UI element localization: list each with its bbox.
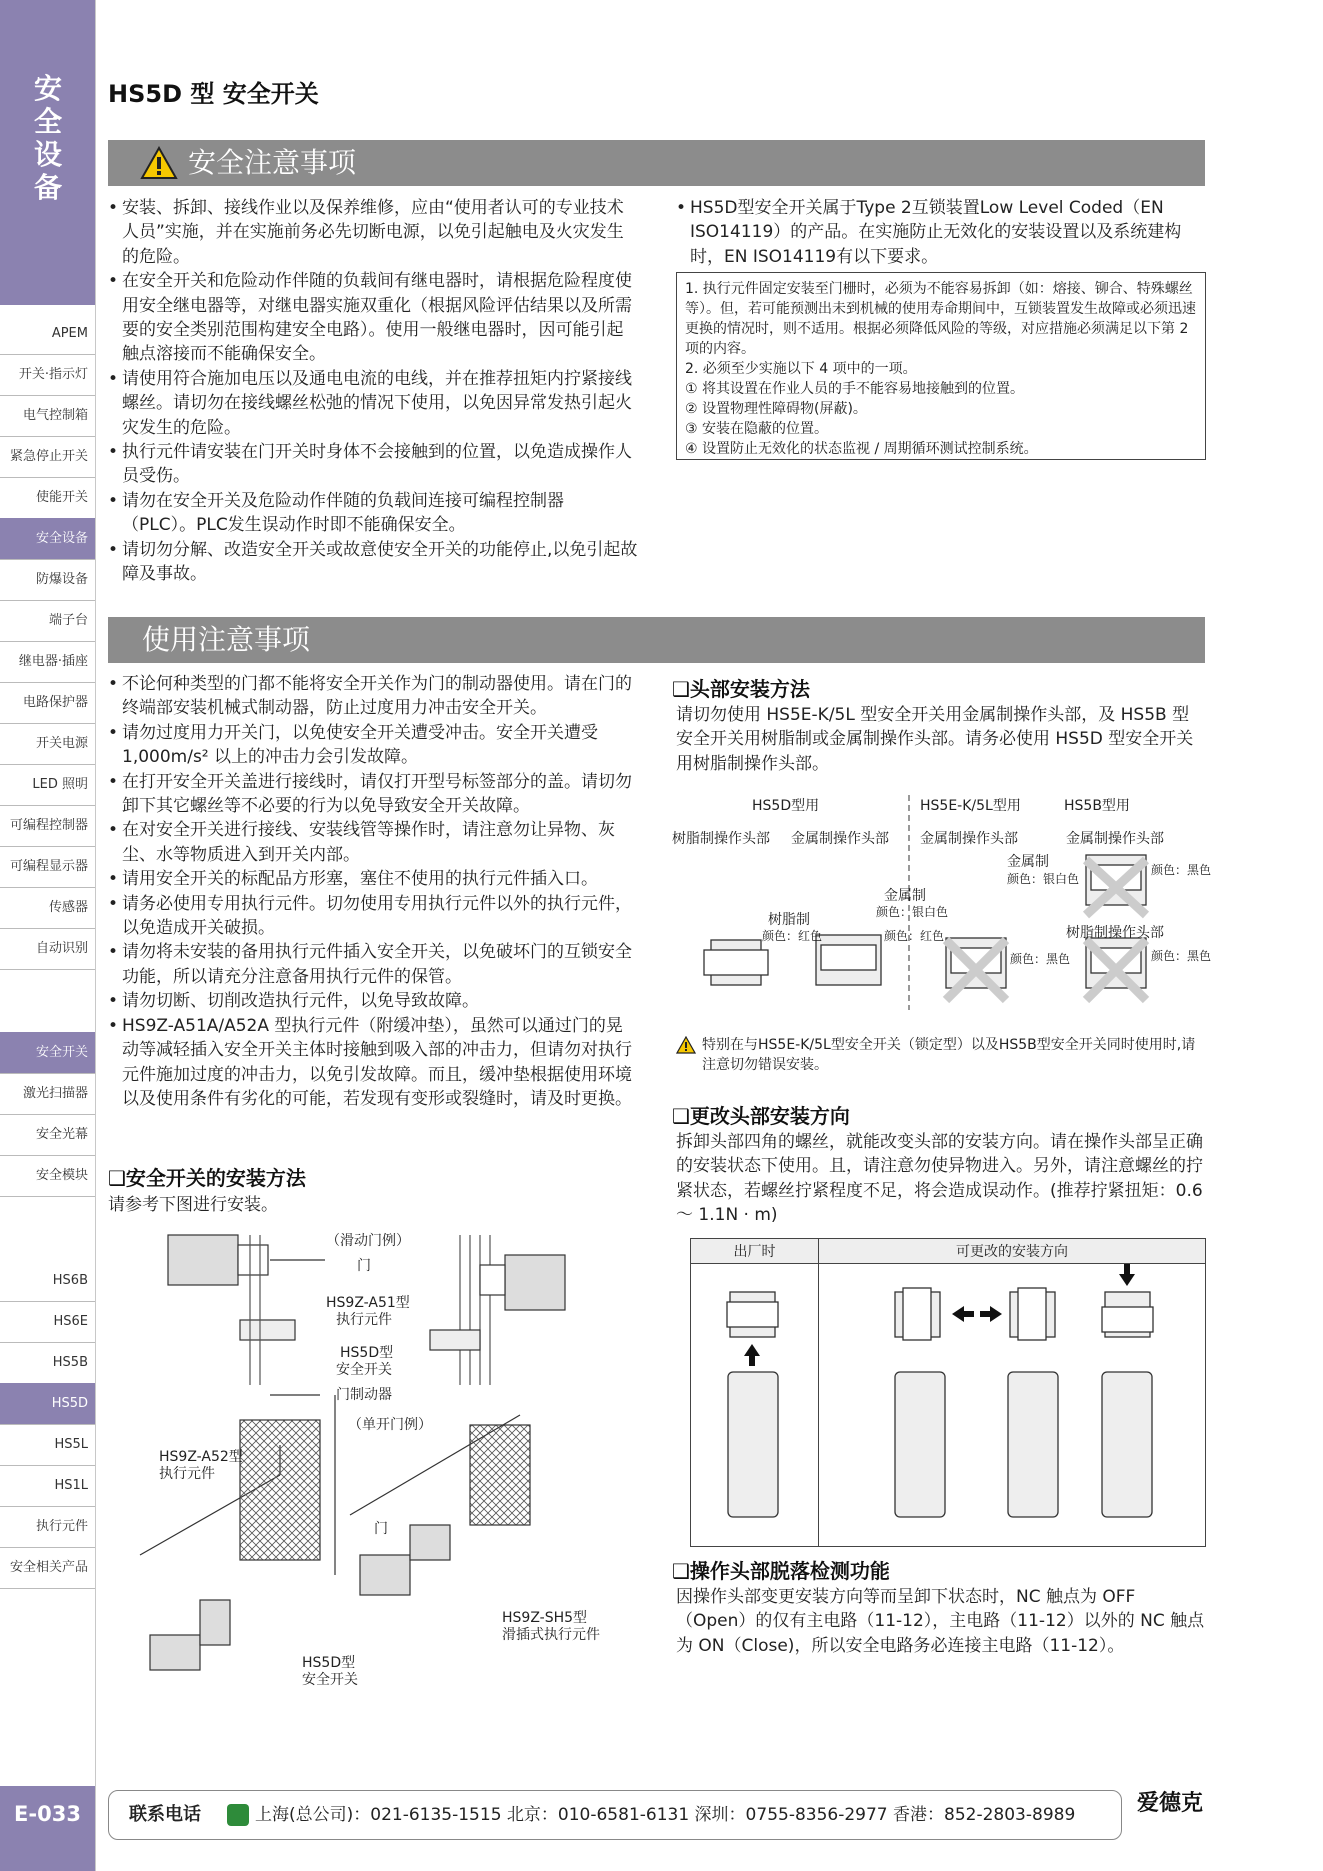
safety-item: • 请勿在安全开关及危险动作伴随的负载间连接可编程控制器（PLC）。PLC发生误动作时即不能确保安全。 <box>108 489 638 538</box>
sidebar-model-item-1[interactable]: HS6E <box>0 1301 95 1343</box>
sidebar-model-item-7[interactable]: 安全相关产品 <box>0 1547 95 1589</box>
sidebar-item-5[interactable]: 安全设备 <box>0 518 95 560</box>
usage-heading: 使用注意事项 <box>142 623 311 656</box>
brand-logo: 爱德克 <box>1137 1791 1204 1816</box>
head-label-black: 颜色：黑色 <box>1151 863 1212 877</box>
caution-icon <box>676 1036 696 1054</box>
head-label-red: 颜色：红色 <box>762 929 823 943</box>
sidebar-item-1[interactable]: 开关·指示灯 <box>0 354 95 396</box>
usage-heading-bar <box>108 617 1205 663</box>
col-factory: 出厂时 <box>691 1239 819 1264</box>
label-a52b: 执行元件 <box>159 1466 215 1482</box>
head-install-heading: ❑头部安装方法 <box>672 677 810 701</box>
usage-item: • 在对安全开关进行接线、安装线管等操作时，请注意勿让异物、灰尘、水等物质进入到开关内部。 <box>108 818 638 867</box>
label-a51b: 执行元件 <box>336 1312 392 1328</box>
install-heading: ❑安全开关的安装方法 <box>108 1166 306 1190</box>
requirement-line: 2. 必须至少实施以下 4 项中的一项。 <box>685 361 917 377</box>
sidebar-model-item-4[interactable]: HS5L <box>0 1424 95 1466</box>
safety-left-list <box>108 196 638 587</box>
safety-heading-bar <box>108 140 1205 186</box>
requirement-line: ① 将其设置在作业人员的手不能容易地接触到的位置。 <box>685 381 1024 397</box>
safety-item: • 执行元件请安装在门开关时身体不会接触到的位置，以免造成操作人员受伤。 <box>108 440 638 489</box>
label-door2: 门 <box>374 1521 388 1537</box>
sidebar-sub-item-0[interactable]: 安全开关 <box>0 1032 95 1074</box>
requirement-line: ③ 安装在隐蔽的位置。 <box>685 421 829 437</box>
page-number: E-033 <box>0 1786 95 1871</box>
footer-contact <box>108 1790 1122 1840</box>
head-label-hs5d: HS5D型用 <box>752 798 820 814</box>
head-warning: 特别在与HS5E-K/5L型安全开关（锁定型）以及HS5B型安全开关同时使用时,请注意切勿错误安装。 <box>702 1037 1196 1073</box>
sidebar-sub-item-3[interactable]: 安全模块 <box>0 1155 95 1197</box>
usage-item: • 请勿切断、切削改造执行元件，以免导致故障。 <box>108 989 638 1013</box>
head-label-black3: 颜色：黑色 <box>1151 949 1212 963</box>
direction-diagram <box>690 1262 1206 1544</box>
contact-numbers: 上海(总公司)：021-6135-1515 北京：010-6581-6131 深圳：0755-8356-2977 香港：852-2803-8989 <box>255 1805 1076 1825</box>
safety-item: • 请使用符合施加电压以及通电电流的电线，并在推荐扭矩内拧紧接线螺丝。请切勿在接线螺丝松弛的情况下使用，以免因异常发热引起火灾发生的危险。 <box>108 367 638 440</box>
sidebar-item-4[interactable]: 使能开关 <box>0 477 95 519</box>
label-hs5d2b: 安全开关 <box>302 1672 358 1688</box>
head-label-hs5b: HS5B型用 <box>1064 798 1130 814</box>
sidebar-model-item-2[interactable]: HS5B <box>0 1342 95 1384</box>
sidebar-model-item-6[interactable]: 执行元件 <box>0 1506 95 1548</box>
requirement-line: 1. 执行元件固定安装至门栅时，必须为不能容易拆卸（如：熔接、铆合、特殊螺丝等）。但，若可能预测出未到机械的使用寿命期间中，互锁装置发生故障或必须迅速更换的情况时，则不适用。根据必须降低风险的等级，对应措施必须满足以下第 2 项的内容。 <box>685 281 1196 357</box>
sidebar-item-3[interactable]: 紧急停止开关 <box>0 436 95 478</box>
usage-list <box>108 672 638 1111</box>
head-label-resin: 树脂制 <box>768 912 810 928</box>
sidebar-model-item-5[interactable]: HS1L <box>0 1465 95 1507</box>
usage-item: • 请务必使用专用执行元件。切勿使用专用执行元件以外的执行元件，以免造成开关破损。 <box>108 892 638 941</box>
usage-item: • 请勿将未安装的备用执行元件插入安全开关，以免破坏门的互锁安全功能，所以请充分注意备用执行元件的保管。 <box>108 940 638 989</box>
sidebar-item-6[interactable]: 防爆设备 <box>0 559 95 601</box>
safety-item: • 安装、拆卸、接线作业以及保养维修，应由“使用者认可的专业技术人员”实施，并在实施前务必先切断电源，以免引起触电及火灾发生的危险。 <box>108 196 638 269</box>
page-title: HS5D 型 安全开关 <box>108 80 319 108</box>
usage-item: • 请勿过度用力开关门，以免使安全开关遭受冲击。安全开关遭受1,000m/s² 以上的冲击力会引发故障。 <box>108 721 638 770</box>
usage-item: • 在打开安全开关盖进行接线时，请仅打开型号标签部分的盖。请切勿卸下其它螺丝等不必要的行为以免导致安全开关故障。 <box>108 770 638 819</box>
sidebar-item-10[interactable]: 开关电源 <box>0 723 95 765</box>
label-hs5db: 安全开关 <box>336 1362 392 1378</box>
label-sh5: HS9Z-SH5型 <box>502 1610 588 1626</box>
usage-item: • 请用安全开关的标配品方形塞，塞住不使用的执行元件插入口。 <box>108 867 638 891</box>
sidebar-item-15[interactable]: 自动识别 <box>0 928 95 970</box>
sidebar-item-0[interactable]: APEM <box>0 313 95 355</box>
detach-heading: ❑操作头部脱落检测功能 <box>672 1559 890 1583</box>
change-dir-text: 拆卸头部四角的螺丝，就能改变头部的安装方向。请在操作头部呈正确的安装状态下使用。且，请注意勿使异物进入。另外，请注意螺丝的拧紧状态，若螺丝拧紧程度不足，将会造成误动作。(推荐拧紧扭矩：0.6 ～ 1.1N · m) <box>676 1132 1203 1226</box>
contact-label: 联系电话 <box>129 1804 201 1825</box>
safety-item: • 请切勿分解、改造安全开关或故意使安全开关的功能停止,以免引起故障及事故。 <box>108 538 638 587</box>
head-label-metal-head3: 金属制操作头部 <box>1066 831 1164 847</box>
label-a51: HS9Z-A51型 <box>326 1295 410 1311</box>
sidebar-item-12[interactable]: 可编程控制器 <box>0 805 95 847</box>
head-label-black2: 颜色：黑色 <box>1010 952 1071 966</box>
usage-item: • HS9Z-A51A/A52A 型执行元件（附缓冲垫），虽然可以通过门的晃动等减轻插入安全开关主体时接触到吸入部的冲击力，但请勿对执行元件施加过度的冲击力，以免引发故障。而且，缓冲垫根据使用环境以及使用条件有劣化的可能，若发现有变形或裂缝时，请及时更换。 <box>108 1014 638 1112</box>
sidebar-item-8[interactable]: 继电器·插座 <box>0 641 95 683</box>
sidebar-item-14[interactable]: 传感器 <box>0 887 95 929</box>
col-changeable: 可更改的安装方向 <box>819 1239 1206 1264</box>
install-text: 请参考下图进行安装。 <box>108 1195 278 1215</box>
sidebar-model-item-0[interactable]: HS6B <box>0 1260 95 1302</box>
warning-icon <box>140 146 178 180</box>
sidebar-sub-item-2[interactable]: 安全光幕 <box>0 1114 95 1156</box>
head-label-metal-head2: 金属制操作头部 <box>920 831 1018 847</box>
head-label-metal-head: 金属制操作头部 <box>791 831 889 847</box>
head-label-silver2: 颜色：银白色 <box>876 905 949 919</box>
sidebar-model-item-3[interactable]: HS5D <box>0 1383 95 1425</box>
label-a52: HS9Z-A52型 <box>159 1449 243 1465</box>
head-label-resin-head2: 树脂制操作头部 <box>1066 925 1164 941</box>
usage-item: • 不论何种类型的门都不能将安全开关作为门的制动器使用。请在门的终端部安装机械式制动器，防止过度用力冲击安全开关。 <box>108 672 638 721</box>
sidebar-item-2[interactable]: 电气控制箱 <box>0 395 95 437</box>
safety-heading: 安全注意事项 <box>188 146 357 179</box>
label-door: 门 <box>357 1258 371 1274</box>
head-label-hs5ek: HS5E-K/5L型用 <box>920 798 1021 814</box>
head-label-metal2: 金属制 <box>884 888 926 904</box>
label-stopper: 门制动器 <box>336 1387 392 1403</box>
sidebar-category: 安全设备 <box>33 72 62 204</box>
head-install-text: 请切勿使用 HS5E-K/5L 型安全开关用金属制操作头部，及 HS5B 型安全开关用树脂制或金属制操作头部。请务必使用 HS5D 型安全开关用树脂制操作头部。 <box>676 705 1194 774</box>
sidebar-item-11[interactable]: LED 照明 <box>0 764 95 806</box>
phone-icon <box>227 1804 249 1826</box>
sidebar-item-13[interactable]: 可编程显示器 <box>0 846 95 888</box>
head-label-resin-head: 树脂制操作头部 <box>672 831 770 847</box>
detach-text: 因操作头部变更安装方向等而呈卸下状态时，NC 触点为 OFF（Open）的仅有主电路（11-12），主电路（11-12）以外的 NC 触点为 ON（Close)，所以安全电路务必连接主电路（11-12）。 <box>676 1587 1205 1656</box>
head-label-red2: 颜色：红色 <box>884 929 945 943</box>
sidebar-item-7[interactable]: 端子台 <box>0 600 95 642</box>
head-label-metal: 金属制 <box>1007 854 1049 870</box>
sidebar-item-9[interactable]: 电路保护器 <box>0 682 95 724</box>
label-hs5d2: HS5D型 <box>302 1655 356 1671</box>
safety-requirements-box <box>676 272 1206 460</box>
safety-right-text <box>676 196 1206 269</box>
label-single: （单开门例） <box>348 1417 432 1433</box>
label-sh5b: 滑插式执行元件 <box>502 1627 600 1643</box>
label-sliding: （滑动门例） <box>326 1233 410 1249</box>
change-dir-heading: ❑更改头部安装方向 <box>672 1104 850 1128</box>
safety-right-item: • HS5D型安全开关属于Type 2互锁装置Low Level Coded（EN ISO14119）的产品。在实施防止无效化的安装设置以及系统建构时，EN ISO14119有以下要求。 <box>676 196 1206 269</box>
requirement-line: ④ 设置防止无效化的状态监视 / 周期循环测试控制系统。 <box>685 441 1038 457</box>
safety-item: • 在安全开关和危险动作伴随的负载间有继电器时，请根据危险程度使用安全继电器等，对继电器实施双重化（根据风险评估结果以及所需要的安全类别范围构建安全电路）。使用一般继电器时，因可能引起触点溶接而不能确保安全。 <box>108 269 638 367</box>
label-hs5d: HS5D型 <box>340 1345 394 1361</box>
head-label-silver: 颜色：银白色 <box>1007 872 1080 886</box>
sidebar-sub-item-1[interactable]: 激光扫描器 <box>0 1073 95 1115</box>
requirement-line: ② 设置物理性障碍物(屏蔽)。 <box>685 401 867 417</box>
